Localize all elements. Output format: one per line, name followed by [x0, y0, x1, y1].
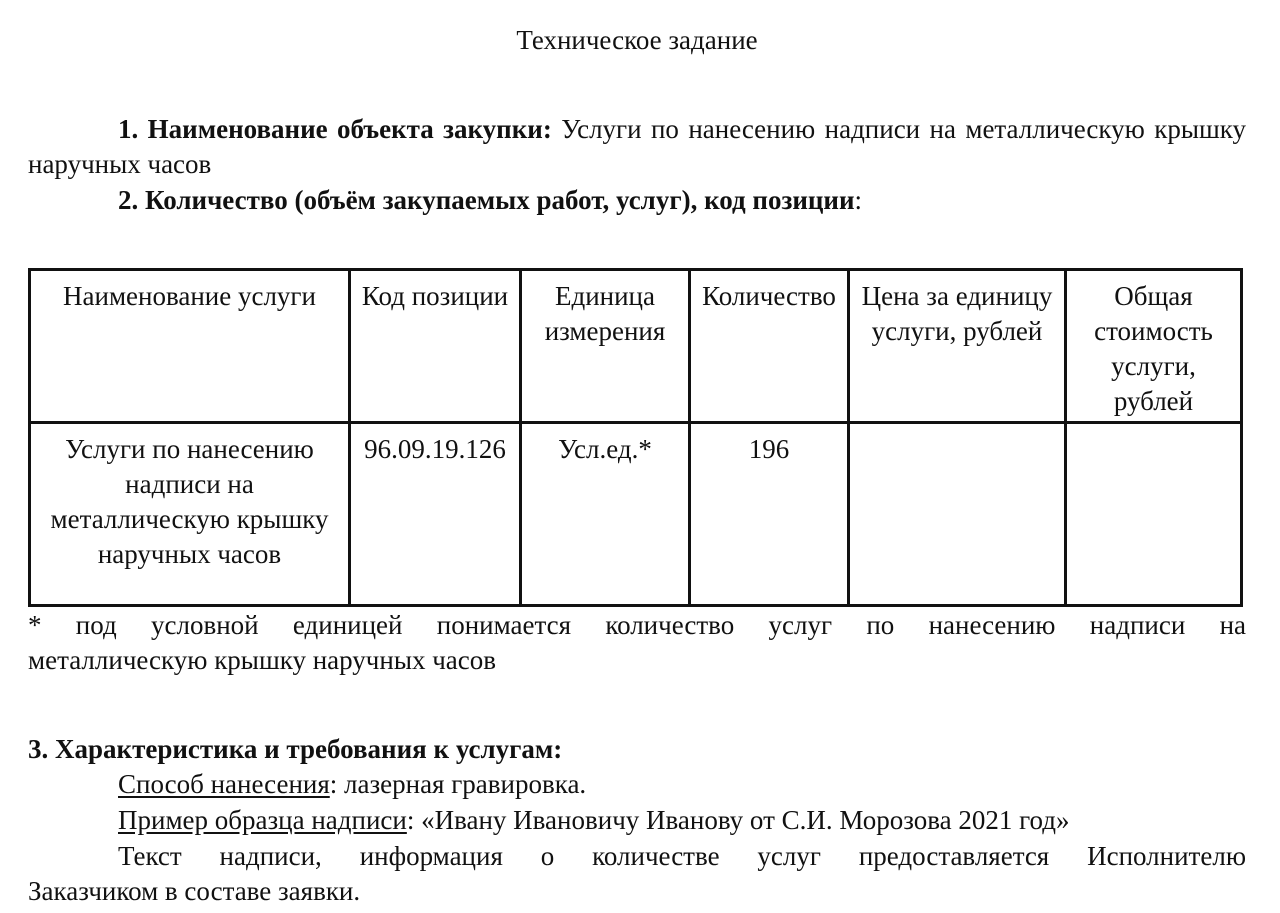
- requirement-method: [118, 767, 586, 802]
- method-label: Способ нанесения: [118, 769, 330, 799]
- section-1-text: Услуги по нанесению надписи на металлическую крышку наручных часов: [28, 114, 1246, 179]
- header-position-code: Код позиции: [350, 270, 521, 423]
- final-line-2: Заказчиком в составе заявки.: [28, 876, 361, 906]
- footnote-line-1: * под условной единицей понимается количество услуг по нанесению надписи на: [28, 610, 1246, 640]
- table-header-row: [30, 270, 1242, 423]
- header-service-name: Наименование услуги: [30, 270, 350, 423]
- section-2-suffix: :: [854, 185, 863, 215]
- section-2-label: 2. Количество (объём закупаемых работ, услуг), код позиции: [118, 185, 855, 215]
- cell-quantity: 196: [690, 423, 849, 606]
- cell-total-cost: [1066, 423, 1242, 606]
- cell-unit-price: [849, 423, 1066, 606]
- table-row: [30, 423, 1242, 606]
- requirement-sample: [118, 803, 1069, 838]
- header-quantity: Количество: [690, 270, 849, 423]
- footnote-line-2: металлическую крышку наручных часов: [28, 645, 497, 675]
- sample-value: : «Ивану Ивановичу Иванову от С.И. Морозова 2021 год»: [406, 805, 1070, 835]
- cell-position-code: 96.09.19.126: [350, 423, 521, 606]
- requirement-text-info: [28, 839, 1246, 909]
- document-title: Техническое задание: [516, 25, 758, 55]
- section-3-heading: [28, 732, 562, 767]
- final-line-1: Текст надписи, информация о количестве услуг предоставляется Исполнителю: [118, 841, 1246, 871]
- section-1-purchase-object: [28, 112, 1246, 182]
- table-footnote: [28, 608, 1246, 678]
- method-value: : лазерная гравировка.: [329, 769, 587, 799]
- cell-unit: Усл.ед.*: [521, 423, 690, 606]
- section-1-label: 1. Наименование объекта закупки:: [118, 114, 552, 144]
- cell-service-name: Услуги по нанесению надписи на металлическую крышку наручных часов: [30, 423, 350, 606]
- header-unit: Единица измерения: [521, 270, 690, 423]
- services-table: [28, 268, 1243, 607]
- header-unit-price: Цена за единицу услуги, рублей: [849, 270, 1066, 423]
- section-3-heading-text: 3. Характеристика и требования к услугам:: [28, 734, 563, 764]
- sample-label: Пример образца надписи: [118, 805, 407, 835]
- section-2-quantity: [118, 183, 1246, 218]
- header-total-cost: Общая стоимость услуги, рублей: [1066, 270, 1242, 423]
